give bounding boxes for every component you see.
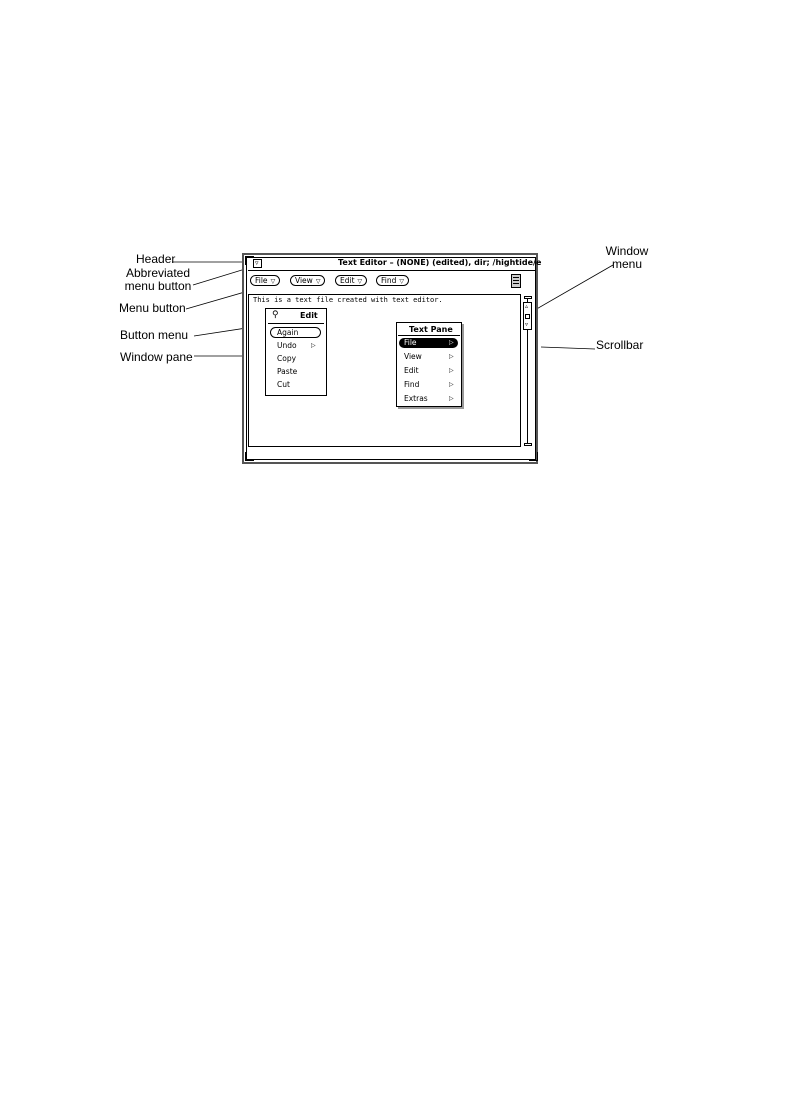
callout-window-menu bbox=[600, 245, 654, 271]
edit-menu-item-paste[interactable]: Paste bbox=[277, 367, 298, 376]
scroll-up-arrow-icon[interactable]: ▵ bbox=[525, 304, 529, 310]
scrollbar-elevator[interactable] bbox=[523, 302, 532, 330]
edit-menu-title: Edit bbox=[300, 311, 318, 320]
callout-button-menu: Button menu bbox=[120, 328, 189, 342]
menu-triangle-icon: ▽ bbox=[270, 278, 276, 285]
submenu-arrow-icon: ▷ bbox=[449, 395, 454, 402]
callout-abbrev-line2: menu button bbox=[124, 279, 192, 293]
edit-menu-button[interactable] bbox=[335, 275, 367, 286]
menu-triangle-icon: ▽ bbox=[399, 278, 404, 285]
callout-abbreviated-menu-button bbox=[124, 267, 192, 293]
document-icon[interactable] bbox=[511, 274, 521, 288]
pane-text-line: This is a text file created with text editor. bbox=[253, 296, 443, 304]
view-button-label: View bbox=[295, 276, 313, 285]
edit-menu-item-copy[interactable]: Copy bbox=[277, 354, 297, 363]
text-pane-item-file[interactable]: File bbox=[404, 338, 417, 347]
callout-window-pane: Window pane bbox=[120, 350, 193, 364]
edit-menu-divider bbox=[268, 323, 324, 324]
submenu-arrow-icon: ▷ bbox=[449, 339, 454, 346]
edit-menu-item-again[interactable]: Again bbox=[277, 328, 299, 337]
callout-window-menu-line2: menu bbox=[611, 257, 643, 271]
scrollbar-top-cable-anchor[interactable] bbox=[524, 296, 532, 299]
edit-menu-item-undo[interactable]: Undo bbox=[277, 341, 297, 350]
abbreviated-menu-button[interactable] bbox=[253, 259, 262, 268]
view-menu-button[interactable] bbox=[290, 275, 325, 286]
callout-scrollbar: Scrollbar bbox=[596, 338, 644, 352]
scrollbar-bottom-cable-anchor[interactable] bbox=[524, 443, 532, 446]
submenu-arrow-icon: ▷ bbox=[449, 381, 454, 388]
callout-abbrev-line1: Abbreviated bbox=[125, 266, 191, 280]
text-pane-item-edit[interactable]: Edit bbox=[404, 366, 419, 375]
edit-button-label: Edit bbox=[340, 276, 355, 285]
resize-corner-bottom-right[interactable] bbox=[529, 452, 538, 461]
scroll-down-arrow-icon[interactable]: ▿ bbox=[525, 322, 529, 328]
edit-menu-item-cut[interactable]: Cut bbox=[277, 380, 290, 389]
callout-header: Header bbox=[136, 252, 176, 266]
submenu-arrow-icon: ▷ bbox=[449, 353, 454, 360]
callout-window-menu-line1: Window bbox=[605, 244, 649, 258]
scroll-drag-box[interactable] bbox=[525, 314, 530, 319]
file-button-label: File bbox=[255, 276, 268, 285]
find-button-label: Find bbox=[381, 276, 397, 285]
text-pane-menu-title: Text Pane bbox=[409, 325, 453, 334]
menu-triangle-icon: ▽ bbox=[357, 278, 363, 285]
text-pane-item-find[interactable]: Find bbox=[404, 380, 420, 389]
menu-triangle-icon: ▽ bbox=[315, 278, 321, 285]
scrollbar-leader bbox=[541, 347, 595, 349]
callout-menu-button: Menu button bbox=[119, 301, 186, 315]
edit-button-menu bbox=[265, 308, 327, 396]
file-menu-button[interactable] bbox=[250, 275, 280, 286]
abbrev-menu-glyph: ▿ bbox=[255, 260, 259, 267]
pushpin-icon[interactable]: ⚲ bbox=[272, 309, 279, 319]
text-pane-item-view[interactable]: View bbox=[404, 352, 422, 361]
submenu-arrow-icon: ▷ bbox=[311, 342, 316, 349]
header-divider bbox=[248, 270, 536, 271]
text-pane-item-extras[interactable]: Extras bbox=[404, 394, 428, 403]
resize-corner-bottom-left[interactable] bbox=[245, 452, 254, 461]
text-pane-menu-divider bbox=[398, 335, 460, 336]
find-menu-button[interactable] bbox=[376, 275, 409, 286]
submenu-arrow-icon: ▷ bbox=[449, 367, 454, 374]
window-title: Text Editor – (NONE) (edited), dir; /hightide/e bbox=[338, 258, 542, 267]
